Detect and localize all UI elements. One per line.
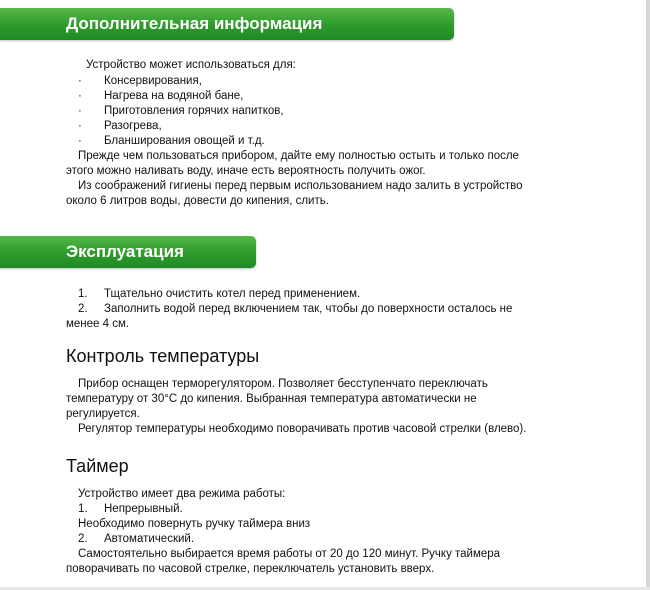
info-paragraph-1: Прежде чем пользоваться прибором, дайте ему полностью остыть и только после bbox=[78, 150, 519, 162]
section-title: Дополнительная информация bbox=[66, 14, 323, 33]
list-item: Бланширования овощей и т.д. bbox=[104, 135, 265, 147]
timer-mode-desc-cont: поворачивать по часовой стрелке, переключатель установить вверх. bbox=[66, 563, 435, 575]
temperature-line: Прибор оснащен терморегулятором. Позволяет бесступенчато переключать bbox=[78, 378, 488, 390]
section-title: Эксплуатация bbox=[66, 242, 184, 261]
bullet-dot: · bbox=[78, 75, 82, 87]
section-banner-additional-info bbox=[0, 8, 454, 40]
info-intro: Устройство может использоваться для: bbox=[86, 59, 296, 71]
timer-intro: Устройство имеет два режима работы: bbox=[78, 488, 286, 500]
list-item-cont: менее 4 см. bbox=[66, 318, 130, 330]
info-paragraph-2-cont: около 6 литров воды, довести до кипения, слить. bbox=[66, 195, 329, 207]
list-item: Непрерывный. bbox=[104, 503, 183, 515]
bullet-dot: · bbox=[78, 135, 82, 147]
bullet-dot: · bbox=[78, 90, 82, 102]
temperature-line: регулируется. bbox=[66, 408, 140, 420]
timer-mode-desc: Самостоятельно выбирается время работы от 20 до 120 минут. Ручку таймера bbox=[78, 548, 501, 560]
heading-timer: Таймер bbox=[66, 456, 129, 476]
info-paragraph-1-cont: этого можно наливать воду, иначе есть вероятность получить ожог. bbox=[66, 165, 426, 177]
section-banner-usage bbox=[0, 236, 256, 268]
list-item: Разогрева, bbox=[104, 120, 162, 132]
timer-mode-desc: Необходимо повернуть ручку таймера вниз bbox=[78, 518, 311, 530]
list-item: Нагрева на водяной бане, bbox=[104, 90, 244, 102]
list-item: Тщательно очистить котел перед применением. bbox=[104, 288, 361, 300]
temperature-line: температуру от 30°С до кипения. Выбранная температура автоматически не bbox=[66, 393, 477, 405]
bullet-dot: · bbox=[78, 120, 82, 132]
heading-temperature-control: Контроль температуры bbox=[66, 346, 260, 366]
info-paragraph-2: Из соображений гигиены перед первым использованием надо залить в устройство bbox=[78, 180, 523, 192]
list-item-number: 2. bbox=[78, 533, 88, 545]
temperature-line: Регулятор температуры необходимо поворачивать против часовой стрелки (влево). bbox=[78, 423, 527, 435]
list-item: Приготовления горячих напитков, bbox=[104, 105, 284, 117]
list-item: Консервирования, bbox=[104, 75, 202, 87]
list-item-number: 1. bbox=[78, 288, 88, 300]
list-item: Автоматический. bbox=[104, 533, 195, 545]
list-item-number: 1. bbox=[78, 503, 88, 515]
list-item-number: 2. bbox=[78, 303, 88, 315]
page-right-edge bbox=[646, 0, 650, 590]
list-item: Заполнить водой перед включением так, чтобы до поверхности осталось не bbox=[104, 303, 513, 315]
bullet-dot: · bbox=[78, 105, 82, 117]
